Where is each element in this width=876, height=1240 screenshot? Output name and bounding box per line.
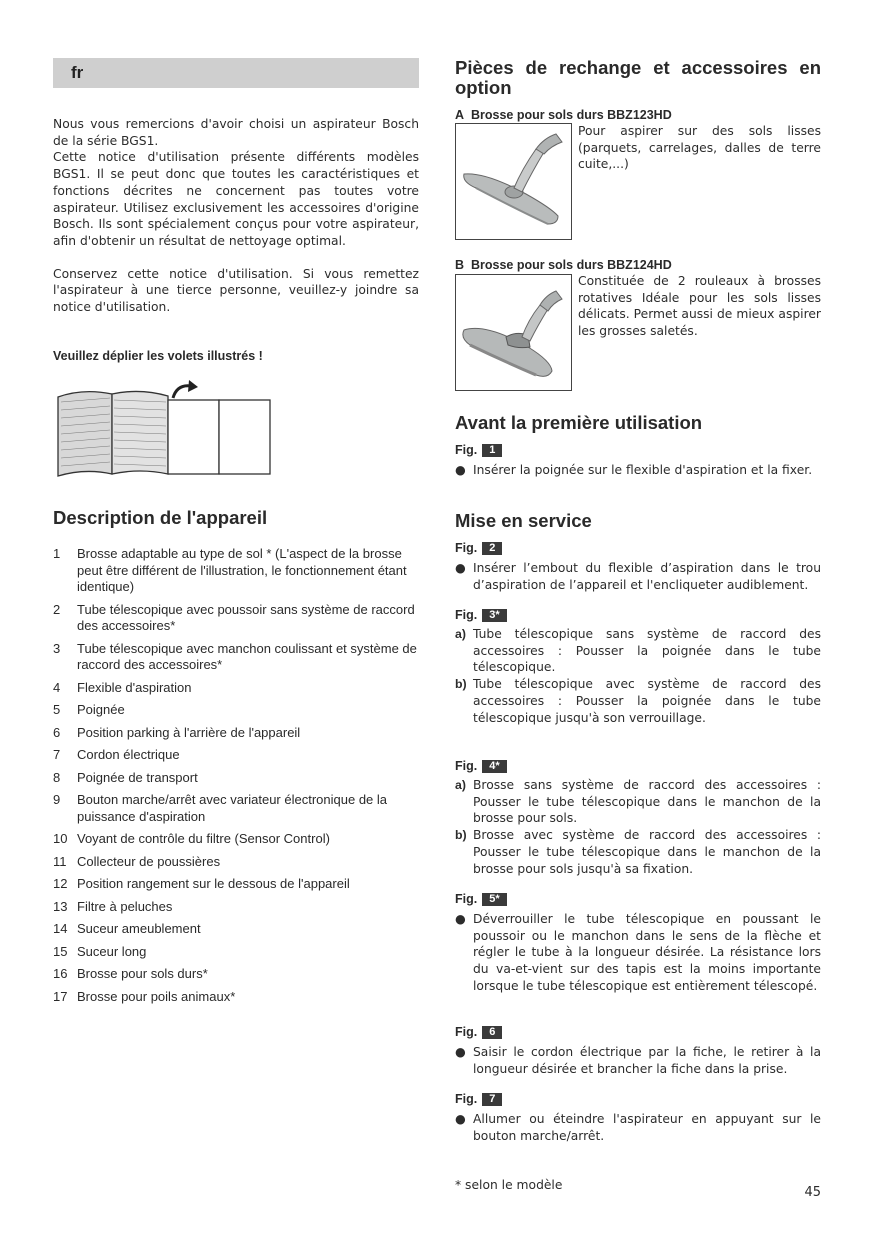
page-number: 45 [804,1185,821,1200]
list-item-number: 12 [53,876,68,891]
list-item-text: Flexible d'aspiration [77,679,192,695]
list-item-number: 7 [53,747,61,762]
list-item-text: Tube télescopique avec manchon coulissant et système de raccord des accessoires* [77,640,417,672]
list-item-number: 15 [53,943,68,959]
list-item-text: Position rangement sur le dessous de l'appareil [77,876,350,891]
fig-5-step: ● Déverrouiller le tube télescopique en poussant le poussoir ou le manchon dans le sens de la flèche et régler le tube à la longueur désirée. La résistance lors du va-et-vient sur des tapis est la moins importante lorsque le tube télescopique est entièrement télescopé. [455,912,821,993]
accessory-b-letter: B [455,258,465,272]
footnote: * selon le modèle [455,1178,563,1192]
accessory-a-letter: A [455,108,465,122]
list-item-text: Cordon électrique [77,747,180,762]
list-item-text: Filtre à peluches [77,898,173,914]
intro-paragraph-1: Nous vous remercions d'avoir choisi un aspirateur Bosch de la série BGS1. [53,117,419,148]
accessory-b-heading [455,258,672,272]
list-item [53,725,423,742]
list-item-number: 5 [53,702,61,717]
list-item-number: 2 [53,601,61,617]
list-item [53,546,423,596]
list-item-text: Suceur ameublement [77,921,201,936]
hard-floor-brush-icon [456,124,571,239]
fig-3-label: Fig. 3* [455,608,507,622]
list-item [53,944,423,961]
list-item [53,921,423,938]
fig-5-label: Fig. 5* [455,892,507,906]
list-item-text: Poignée [77,702,125,717]
unfold-flaps-illustration [55,380,275,480]
fig-1-badge: 1 [482,444,502,457]
fig-4-badge: 4* [482,760,506,773]
list-item-number: 8 [53,769,61,785]
fig-1-label: Fig. 1 [455,443,502,457]
parts-list [53,546,423,1011]
list-item-number: 9 [53,792,61,807]
list-item-text: Voyant de contrôle du filtre (Sensor Control) [77,831,330,846]
accessory-a-image [455,123,572,240]
list-item [53,966,423,983]
fig-2-label: Fig. 2 [455,541,502,555]
fig-3-step-a: a) Tube télescopique sans système de raccord des accessoires : Pousser la poignée dans le tube télescopique. [455,627,821,675]
fig-7-label: Fig. 7 [455,1092,502,1106]
description-title: Description de l'appareil [53,507,268,528]
list-item-number: 1 [53,546,61,561]
list-item [53,876,423,893]
list-item-text: Brosse pour poils animaux* [77,988,236,1004]
bullet-icon: ● [455,1112,466,1126]
fig-4-step-b: b) Brosse avec système de raccord des accessoires : Pousser le tube télescopique dans le manchon de la brosse pour sols jusqu'à sa fixation. [455,828,821,876]
accessory-a-description: Pour aspirer sur des sols lisses (parquets, carrelages, dalles de terre cuite,...) [578,124,821,172]
list-item [53,602,423,635]
list-item-text: Bouton marche/arrêt avec variateur électronique de la puissance d'aspiration [77,792,388,824]
list-item-text: Poignée de transport [77,769,198,785]
list-item [53,641,423,674]
fig-7-badge: 7 [482,1093,502,1106]
fig-3-badge: 3* [482,609,506,622]
list-item-text: Collecteur de poussières [77,853,221,869]
list-item [53,899,423,916]
intro-paragraph-3: Conservez cette notice d'utilisation. Si vous remettez l'aspirateur à une tierce personne, veuillez-y joindre sa notice d'utilisation. [53,266,419,315]
accessory-b-image [455,274,572,391]
bullet-icon: ● [455,912,466,926]
list-item-number: 16 [53,966,68,981]
bullet-icon: ● [455,463,466,477]
list-item-text: Suceur long [77,943,147,959]
accessories-title: Pièces de rechange et accessoires en option [455,57,821,98]
fig-3-step-b: b) Tube télescopique avec système de raccord des accessoires : Pousser la poignée dans le tube télescopique jusqu'à son verrouillage. [455,677,821,725]
language-header: fr [53,58,419,88]
list-item-text: Tube télescopique avec poussoir sans système de raccord des accessoires* [77,601,415,633]
list-item [53,792,423,825]
list-item-number: 14 [53,921,68,936]
list-item [53,989,423,1006]
fig-2-step: ● Insérer l’embout du flexible d’aspiration dans le trou d’aspiration de l’appareil et l'encliqueter audiblement. [455,561,821,592]
accessory-a-heading [455,108,672,122]
list-item-number: 6 [53,724,61,740]
service-title: Mise en service [455,510,592,531]
intro-block [53,116,419,316]
list-item [53,747,423,764]
list-item [53,770,423,787]
accessory-b-description: Constituée de 2 rouleaux à brosses rotatives Idéale pour les sols lisses délicats. Permet aussi de mieux aspirer les grosses saletés. [578,274,821,339]
unfold-note: Veuillez déplier les volets illustrés ! [53,349,263,363]
before-use-title: Avant la première utilisation [455,412,703,433]
accessory-a-name: Brosse pour sols durs BBZ123HD [470,108,672,122]
fig-1-step: ● Insérer la poignée sur le flexible d'aspiration et la fixer. [455,463,813,477]
list-item-number: 11 [53,853,67,869]
fig-6-step: ● Saisir le cordon électrique par la fiche, le retirer à la longueur désirée et brancher la fiche dans la prise. [455,1045,821,1076]
list-item [53,680,423,697]
list-item [53,702,423,719]
fig-6-label: Fig. 6 [455,1025,502,1039]
fig-2-badge: 2 [482,542,502,555]
fig-4-label: Fig. 4* [455,759,507,773]
fig-7-step: ● Allumer ou éteindre l'aspirateur en appuyant sur le bouton marche/arrêt. [455,1112,821,1143]
list-item-text: Brosse adaptable au type de sol * (L'aspect de la brosse peut être différent de l'illustration, le fonctionnement étant identique) [77,546,407,594]
list-item-number: 3 [53,640,61,656]
fig-6-badge: 6 [482,1026,502,1039]
list-item [53,831,423,848]
fig-5-badge: 5* [482,893,506,906]
bullet-icon: ● [455,561,466,575]
list-item [53,854,423,871]
fig-3-steps [455,626,821,726]
list-item-text: Brosse pour sols durs* [77,966,208,981]
intro-paragraph-2: Cette notice d'utilisation présente différents modèles BGS1. Il se peut donc que toutes les caractéristiques et fonctions décrites ne concernent pas toutes votre aspirateur. Utilisez exclusivement les accessoires d'origine Bosch. Ils sont spécialement conçus pour votre aspirateur, afin d'obtenir un résultat de nettoyage optimal. [53,150,419,248]
fig-4-step-a: a) Brosse sans système de raccord des accessoires : Pousser le tube télescopique dans le manchon de la brosse pour sols. [455,778,821,826]
bullet-icon: ● [455,1045,466,1059]
list-item-number: 10 [53,831,68,846]
roller-brush-icon [456,275,571,390]
list-item-text: Position parking à l'arrière de l'appareil [77,724,301,740]
fig-4-steps [455,777,821,877]
list-item-number: 13 [53,898,68,914]
accessory-b-name: Brosse pour sols durs BBZ124HD [470,258,672,272]
list-item-number: 4 [53,679,61,695]
list-item-number: 17 [53,988,68,1004]
